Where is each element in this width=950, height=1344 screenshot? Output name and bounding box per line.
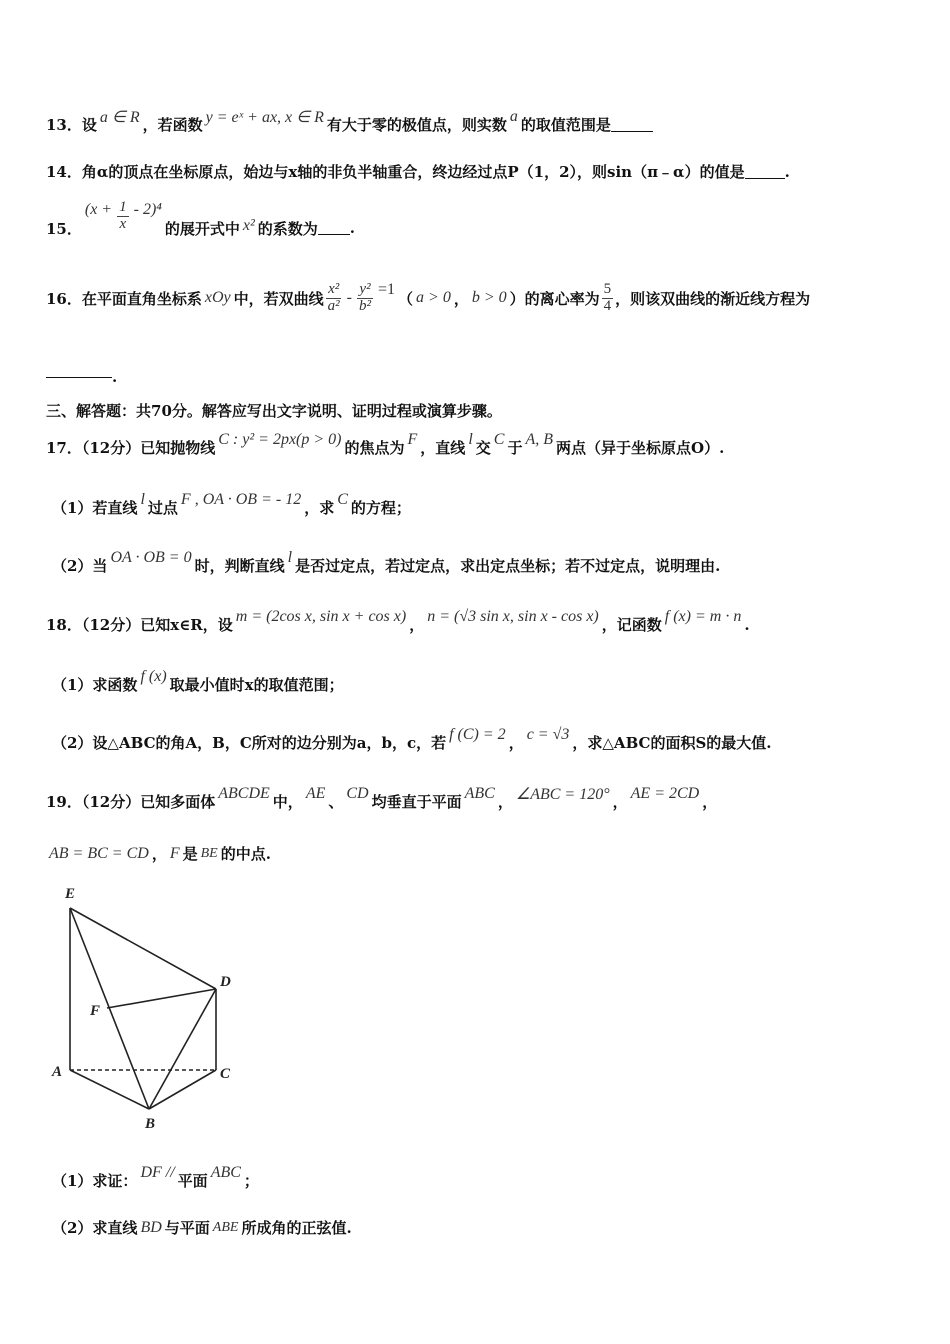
label-e: E: [65, 886, 76, 902]
label-b: B: [145, 1116, 156, 1132]
math: a ∈ R: [99, 108, 140, 126]
fraction: $\frac{5}{4}$: [603, 281, 612, 314]
section-heading: 三、解答题：共70分。解答应写出文字说明、证明过程或演算步骤。: [46, 402, 502, 420]
label-f: F: [90, 1003, 101, 1019]
answer-blank: [318, 233, 350, 235]
question-17-part-2: （2）当 OA · OB = 0 时，判断直线 l 是否过定点，若过定点，求出定点坐标；若不过定点，说明理由.: [52, 548, 721, 575]
math: y = eˣ + ax, x ∈ R: [205, 108, 324, 126]
question-17: 17．（12分）已知抛物线 C : y² = 2px(p > 0) 的焦点为 F ，直线 l 交 C 于 A, B 两点（异于坐标原点O）.: [46, 430, 725, 457]
question-19-part-2: （2）求直线 BD 与平面 ABE 所成角的正弦值.: [52, 1218, 352, 1237]
label-a: A: [52, 1064, 63, 1080]
edge-eb: [70, 908, 149, 1109]
question-19-conditions: AB = BC = CD ， F 是 BE 的中点.: [49, 844, 271, 863]
question-18-part-1: （1）求函数 f (x) 取最小值时x的取值范围；: [52, 667, 344, 694]
edge-ab: [70, 1070, 149, 1109]
math: a: [509, 107, 518, 125]
answer-blank: [611, 130, 653, 132]
edge-fd: [107, 989, 216, 1008]
question-15: 15． (x + $\frac{1}{x}$ - 2)⁴ 的展开式中 x² 的系数为 .: [46, 199, 355, 238]
question-number: 16．: [46, 289, 82, 308]
question-19: 19．（12分）已知多面体 ABCDE 中， AE 、 CD 均垂直于平面 ABC ， ∠ABC = 120° ， AE = 2CD ，: [46, 784, 718, 811]
answer-blank: [46, 376, 112, 378]
label-d: D: [220, 974, 231, 990]
question-13: 13． 设 a ∈ R ，若函数 y = eˣ + ax, x ∈ R 有大于零的极值点，则实数 a 的取值范围是: [46, 114, 910, 135]
edge-db: [149, 989, 216, 1109]
question-18-part-2: （2）设△ABC的角A，B，C所对的边分别为a，b，c，若 f (C) = 2 ， c = √3 ，求△ABC的面积S的最大值.: [52, 725, 772, 752]
polyhedron-figure: [40, 878, 250, 1134]
label-c: C: [220, 1066, 231, 1082]
question-18: 18．（12分）已知x∈R，设 m = (2cos x, sin x + cos x) ， n = (√3 sin x, sin x - cos x) ，记函数 f (x) = m · n .: [46, 607, 750, 634]
edge-ed: [70, 908, 216, 989]
fraction: $\frac{\text{y²}}{\text{b²}}$: [359, 281, 371, 314]
question-16-answer-line: .: [46, 368, 910, 386]
question-number: 13．: [46, 116, 82, 134]
question-17-part-1: （1）若直线 l 过点 F , OA · OB = - 12 ，求 C 的方程；: [52, 490, 411, 517]
fraction: $\frac{1}{x}$: [119, 199, 127, 232]
question-19-part-1: （1）求证： DF // 平面 ABC ；: [52, 1163, 259, 1190]
answer-blank: [745, 177, 785, 179]
question-16: 16． 在平面直角坐标系 xOy 中，若双曲线 $\frac{\text{x²}}{\text{a²}}$ - $\frac{\text{y²}}{\text{b²}}$ =1 （ a > 0 ， b > 0 ）的离心率为 $\frac{5}{4}$ ，则该双曲线的渐近线方程为: [46, 281, 811, 314]
question-number: 15．: [46, 219, 82, 238]
question-14: 14．角α的顶点在坐标原点，始边与x轴的非负半轴重合，终边经过点P（1，2），则sin（π﹣α）的值是 .: [46, 162, 790, 181]
fraction: $\frac{\text{x²}}{\text{a²}}$: [327, 281, 340, 314]
